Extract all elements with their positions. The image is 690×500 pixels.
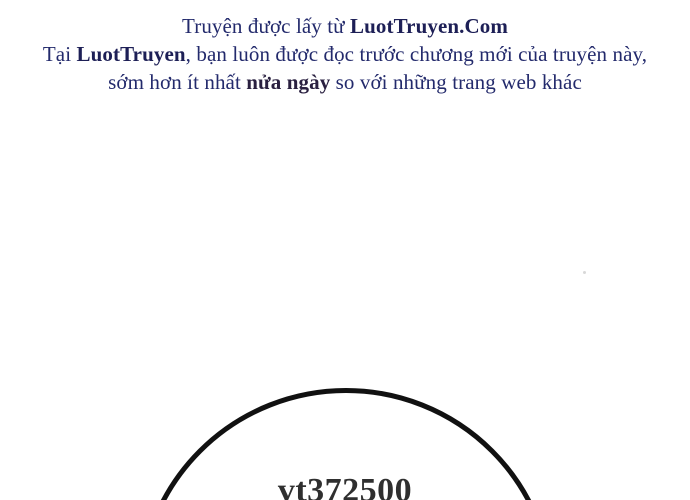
promo-line-3-suffix: so với những trang web khác [330, 70, 582, 94]
promo-brand-domain: LuotTruyen.Com [350, 14, 508, 38]
promo-line-2-suffix: , bạn luôn được đọc trước chương mới của truyện này, [185, 42, 648, 66]
promo-line-1-prefix: Truyện được lấy từ [182, 14, 351, 38]
artwork-number-label: vt372500 [277, 472, 413, 500]
page-speck-dot [583, 271, 586, 274]
promo-line-3 [0, 68, 690, 96]
promo-line-3-prefix: sớm hơn ít nhất [108, 70, 247, 94]
promo-line-2-prefix: Tại [42, 42, 77, 66]
promo-brand-name: LuotTruyen [76, 42, 186, 66]
promo-line-2 [0, 40, 690, 68]
watermark-promo-text [0, 12, 690, 96]
promo-line-1 [0, 12, 690, 40]
promo-emphasis: nửa ngày [246, 70, 331, 94]
